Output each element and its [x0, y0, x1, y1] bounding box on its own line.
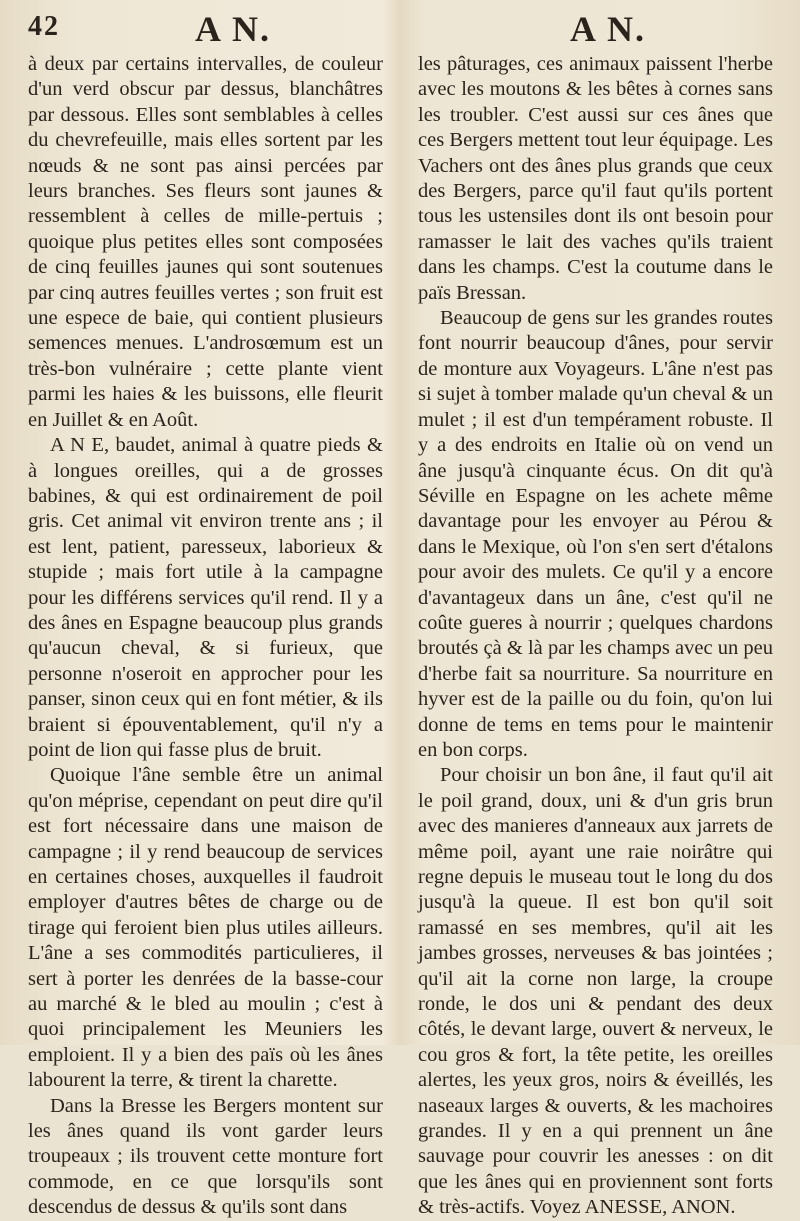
page-number: 42: [28, 11, 60, 42]
running-head-right: A N.: [570, 9, 647, 49]
left-column: [28, 52, 383, 1221]
paragraph-ane-definition: A N E, baudet, animal à quatre pieds & à longues oreilles, qui a de grosses babines, & qui est ordinairement de poil gris. Cet animal vit environ trente ans ; il est lent, patient, paresseux, laborieux & stupide ; mais fort utile à la campagne pour les différens services qu'il rend. Il y a des ânes en Espagne beaucoup plus grands qu'aucun cheval, & si furieux, que personne n'oseroit en approcher pour les panser, sinon ceux qui en font métier, & ils braient si épouventablement, qu'il n'y a point de lion qui fasse plus de bruit.: [28, 434, 383, 761]
running-head-left: A N.: [195, 9, 272, 49]
paragraph-paturages: les pâturages, ces animaux paissent l'herbe avec les moutons & les bêtes à cornes sans les troubler. C'est aussi sur ces ânes que ces Bergers mettent tout leur équipage. Les Vachers ont des ânes plus grands que ceux des Bergers, parce qu'il faut qu'ils portent tous les ustensiles dont ils ont besoin pour ramasser le lait des vaches qu'ils traient dans les champs. C'est la coutume dans le païs Bressan.: [418, 53, 773, 304]
right-column: [418, 52, 773, 1221]
paragraph-grandes-routes: Beaucoup de gens sur les grandes routes font nourrir beaucoup d'ânes, pour servir de monture aux Voyageurs. L'âne n'est pas si sujet à tomber malade qu'un cheval & un mulet ; il est d'un tempérament robuste. Il y a des endroits en Italie où on vend un âne jusqu'à cinquante écus. On dit qu'à Séville en Espagne on les achete même davantage pour les envoyer au Pérou & dans le Mexique, où l'on s'en sert d'étalons pour avoir des mulets. Ce qu'il y a encore d'avantageux dans un âne, c'est qu'il ne coûte gueres à nourrir ; quelques chardons broutés çà & là par les champs avec un peu d'herbe fait sa nourriture. Sa nourriture en hyver est de la paille ou du foin, qu'on lui donne de tems en tems pour le maintenir en bon corps.: [418, 307, 773, 761]
paragraph-bresse-bergers: Dans la Bresse les Bergers montent sur les ânes quand ils vont garder leurs troupeaux ; ils trouvent cette monture fort commode, en ce que lorsqu'ils sont descendus de dessus & qu'ils sont dans: [28, 1094, 383, 1219]
paragraph-androsaemum: à deux par certains intervalles, de couleur d'un verd obscur par dessus, blanchâtres par dessous. Elles sont semblables à celles du chevrefeuille, mais elles sortent par les nœuds & ne sont pas ainsi percées par leurs branches. Ses fleurs sont jaunes & ressemblent à celles de mille-pertuis ; quoique plus petites elles sont composées de cinq feuilles jaunes qui sont soutenues par cinq autres feuilles vertes ; son fruit est une espece de baie, qui contient plusieurs semences menues. L'androsœmum est un très-bon vulnéraire ; cette plante vient parmi les haies & les buissons, elle fleurit en Juillet & en Août.: [28, 53, 383, 431]
paragraph-choisir-ane: Pour choisir un bon âne, il faut qu'il ait le poil grand, doux, uni & d'un gris brun avec des manieres d'anneaux aux jarrets de même poil, ayant une raie noirâtre qui regne depuis le museau tout le long du dos jusqu'à la queue. Il est bon qu'il soit ramassé en ses membres, qu'il ait les jambes grosses, nerveuses & bas jointées ; qu'il ait la corne non large, la croupe ronde, le dos uni & pendant des deux côtés, le devant large, ouvert & nerveux, le cou gros & fort, la tête petite, les oreilles alertes, les yeux gros, noirs & éveillés, les naseaux larges & ouverts, & les machoires grandes. Il y en a qui prennent un âne sauvage pour couvrir les anesses : on dit que les ânes qui en proviennent sont forts & très-actifs. Voyez ANESSE, ANON.: [418, 764, 773, 1219]
paragraph-ane-usefulness: Quoique l'âne semble être un animal qu'on méprise, cependant on peut dire qu'il est fort nécessaire dans une maison de campagne ; il y rend beaucoup de services en certaines choses, auxquelles il faudroit employer d'autres bêtes de charge ou de tirage qui feroient bien plus utiles ailleurs. L'âne a ses commodités particulieres, il sert à porter les denrées de la basse-cour au marché & le bled au moulin ; c'est à quoi principalement les Meuniers les emploient. Il y a bien des païs où les ânes labourent la terre, & tirent la charette.: [28, 764, 383, 1092]
